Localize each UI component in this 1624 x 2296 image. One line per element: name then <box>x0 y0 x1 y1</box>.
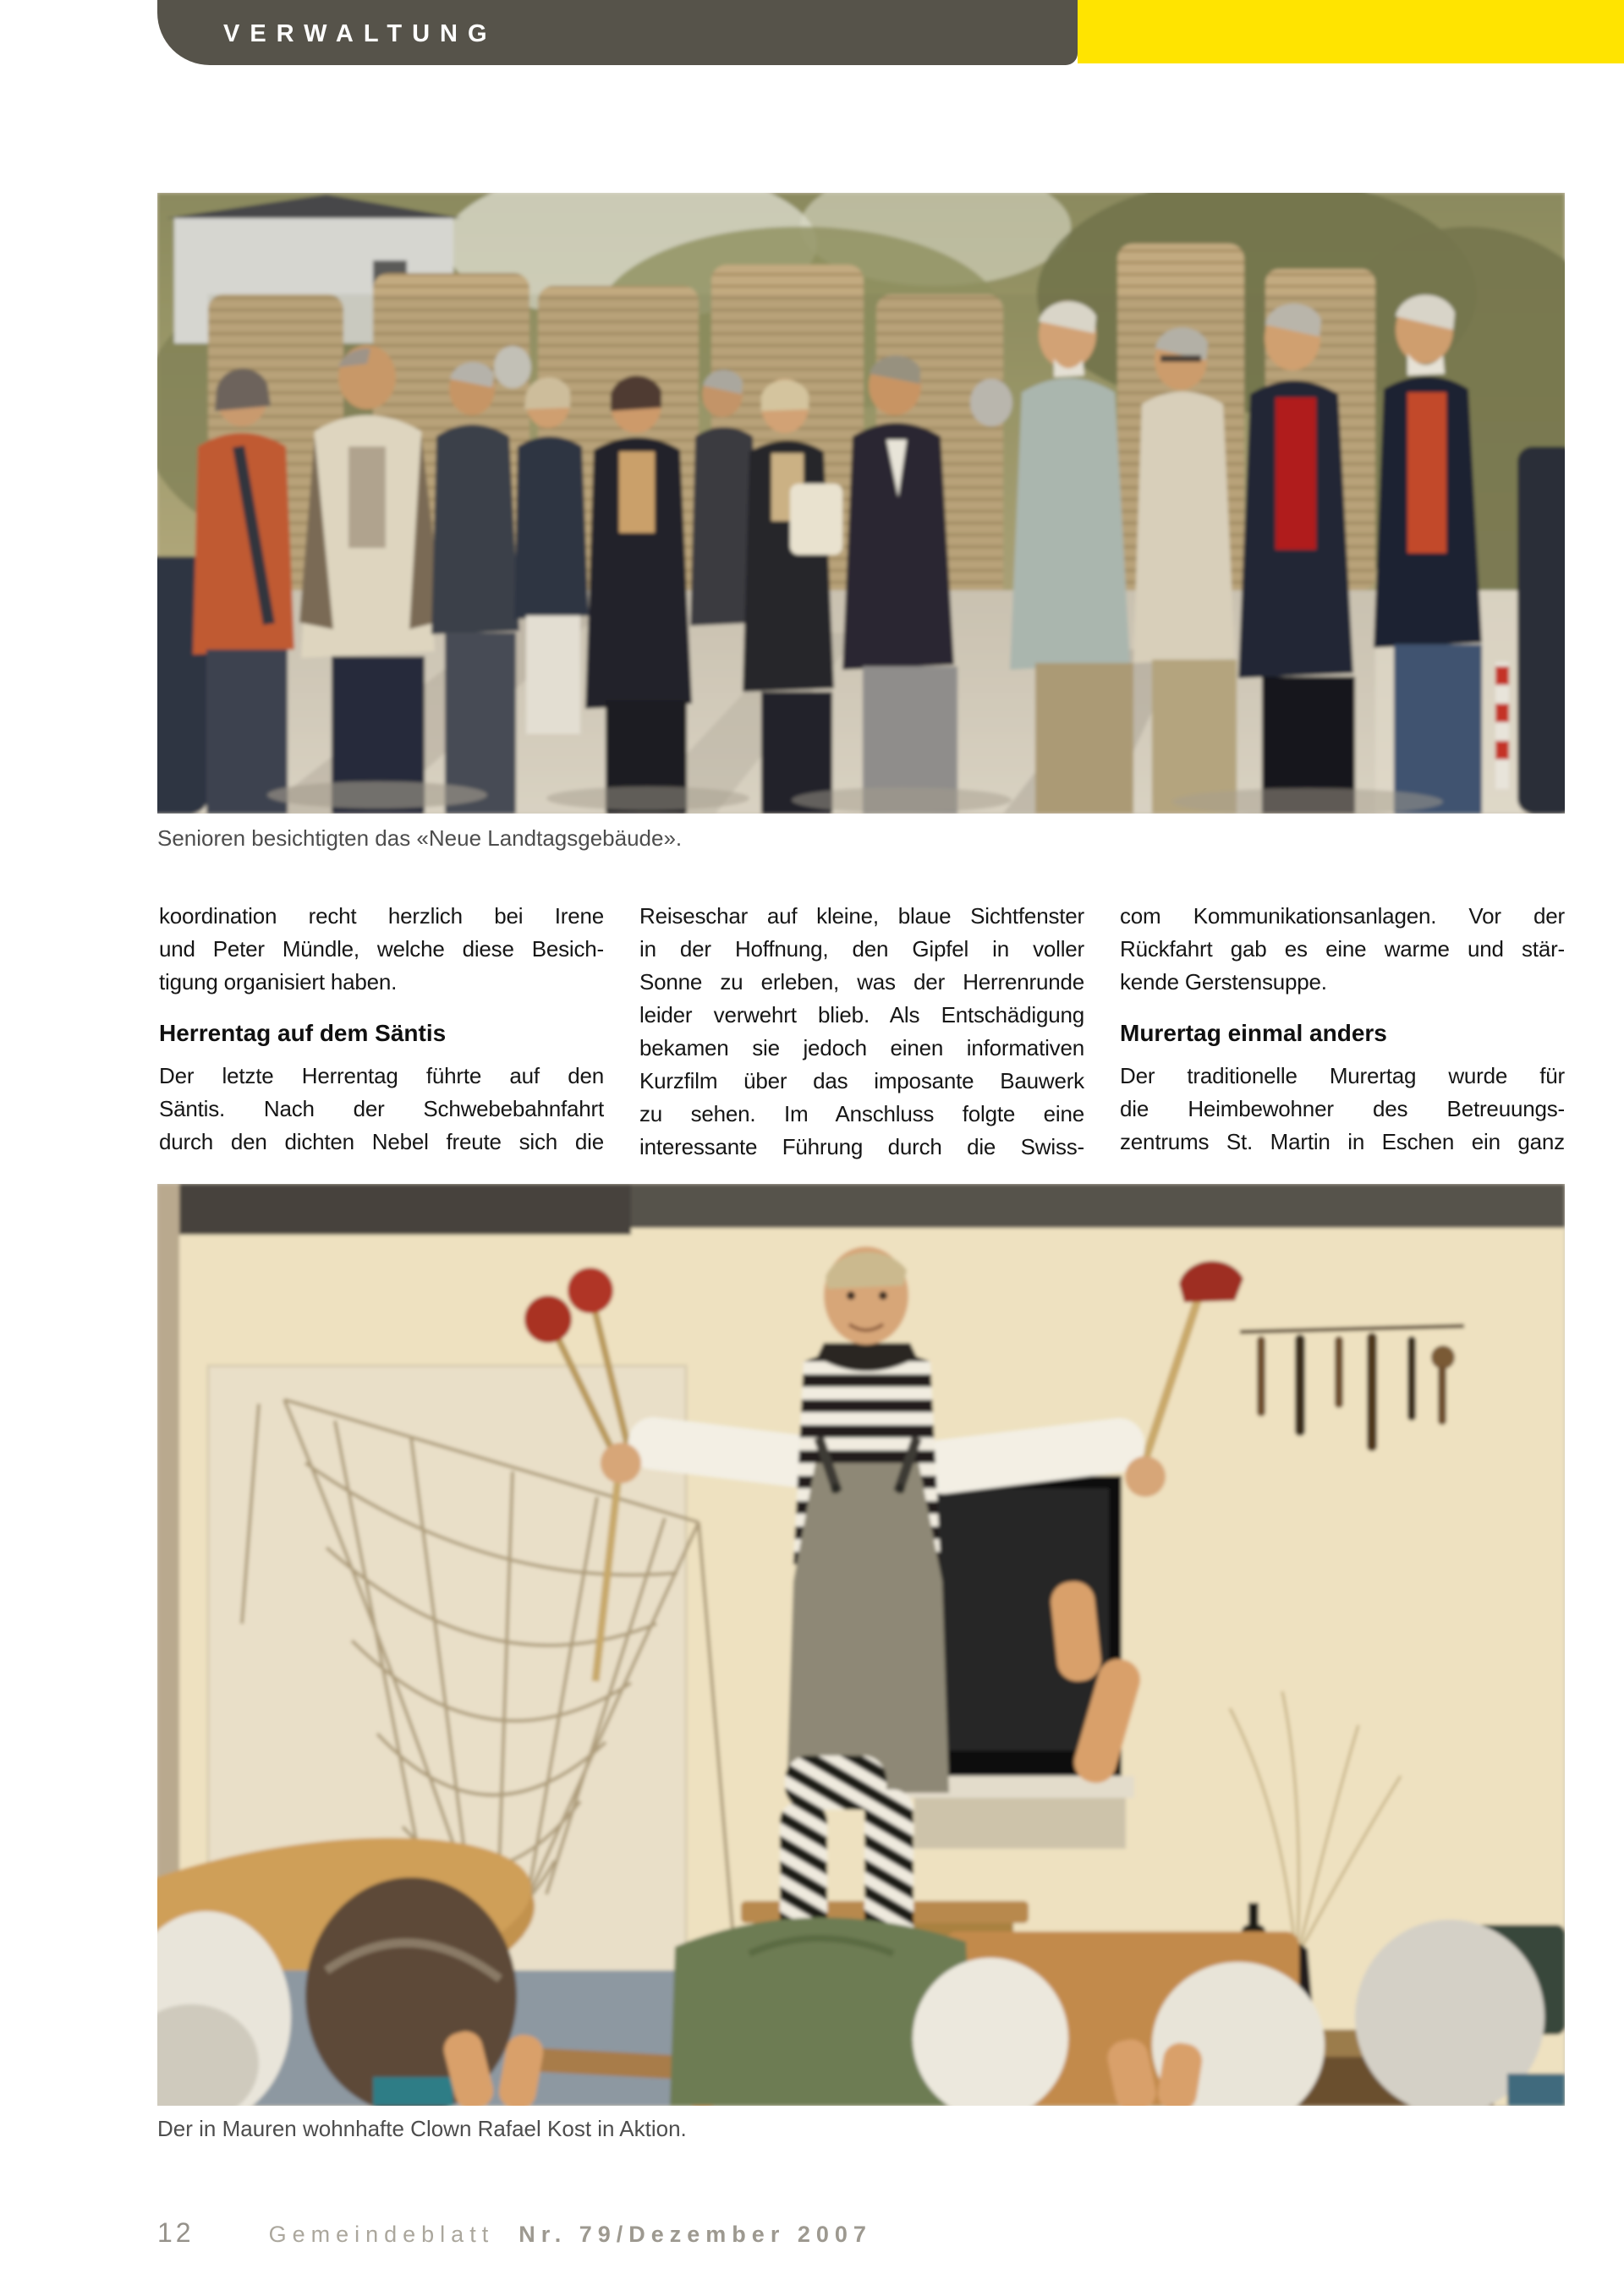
paragraph <box>639 900 1084 1164</box>
photo-caption-seniors: Senioren besichtigten das «Neue Landtagsgebäude». <box>157 825 683 851</box>
text-line: die Heimbewohner des Betreuungs- <box>1120 1096 1565 1121</box>
issue-info: Nr. 79/Dezember 2007 <box>518 2222 872 2247</box>
clown-photo <box>157 1184 1565 2106</box>
paragraph <box>1120 900 1565 999</box>
text-line: in der Hoffnung, den Gipfel in voller <box>639 936 1084 962</box>
text-line: Der letzte Herrentag führte auf den <box>159 1063 604 1088</box>
text-line: zentrums St. Martin in Eschen ein ganz <box>1120 1129 1565 1154</box>
page-footer <box>157 2217 1565 2249</box>
text-line: Der traditionelle Murertag wurde für <box>1120 1063 1565 1088</box>
text-line: kende Gerstensuppe. <box>1120 969 1327 995</box>
publication-name: Gemeindeblatt <box>268 2222 495 2247</box>
text-line: zu sehen. Im Anschluss folgte eine <box>639 1101 1084 1126</box>
publication-line <box>269 2222 872 2248</box>
article-column-3 <box>1120 900 1565 1164</box>
text-line: Reiseschar auf kleine, blaue Sichtfenster <box>639 903 1084 929</box>
text-line: und Peter Mündle, welche diese Besich- <box>159 936 604 962</box>
paragraph <box>159 900 604 999</box>
paragraph <box>1120 1060 1565 1159</box>
paragraph <box>159 1060 604 1159</box>
subheading-murertag: Murertag einmal anders <box>1120 1020 1387 1046</box>
text-line: Rückfahrt gab es eine warme und stär- <box>1120 936 1565 962</box>
text-line: leider verwehrt blieb. Als Entschädigung <box>639 1002 1084 1027</box>
text-line: durch den dichten Nebel freute sich die <box>159 1129 604 1154</box>
article-columns <box>159 900 1565 1164</box>
text-line: Sonne zu erleben, was der Herrenrunde <box>639 969 1084 995</box>
seniors-photo-graphic <box>157 193 1565 814</box>
text-line: Säntis. Nach der Schwebebahnfahrt <box>159 1096 604 1121</box>
page-number: 12 <box>157 2217 195 2248</box>
photo-caption-clown: Der in Mauren wohnhafte Clown Rafael Kost in Aktion. <box>157 2116 687 2141</box>
text-line: tigung organisiert haben. <box>159 969 398 995</box>
article-column-2 <box>639 900 1084 1164</box>
section-title: VERWALTUNG <box>223 20 497 47</box>
article-column-1 <box>159 900 604 1164</box>
clown-photo-graphic <box>157 1184 1565 2106</box>
text-line: Kurzfilm über das imposante Bauwerk <box>639 1068 1084 1093</box>
text-line: koordination recht herzlich bei Irene <box>159 903 604 929</box>
accent-yellow-block <box>1078 0 1624 63</box>
text-line: bekamen sie jedoch einen informativen <box>639 1035 1084 1060</box>
text-line: interessante Führung durch die Swiss- <box>639 1134 1084 1159</box>
subheading-herrentag: Herrentag auf dem Säntis <box>159 1020 447 1046</box>
seniors-photo <box>157 193 1565 814</box>
section-header-bar <box>157 0 1078 65</box>
text-line: com Kommunikationsanlagen. Vor der <box>1120 903 1565 929</box>
